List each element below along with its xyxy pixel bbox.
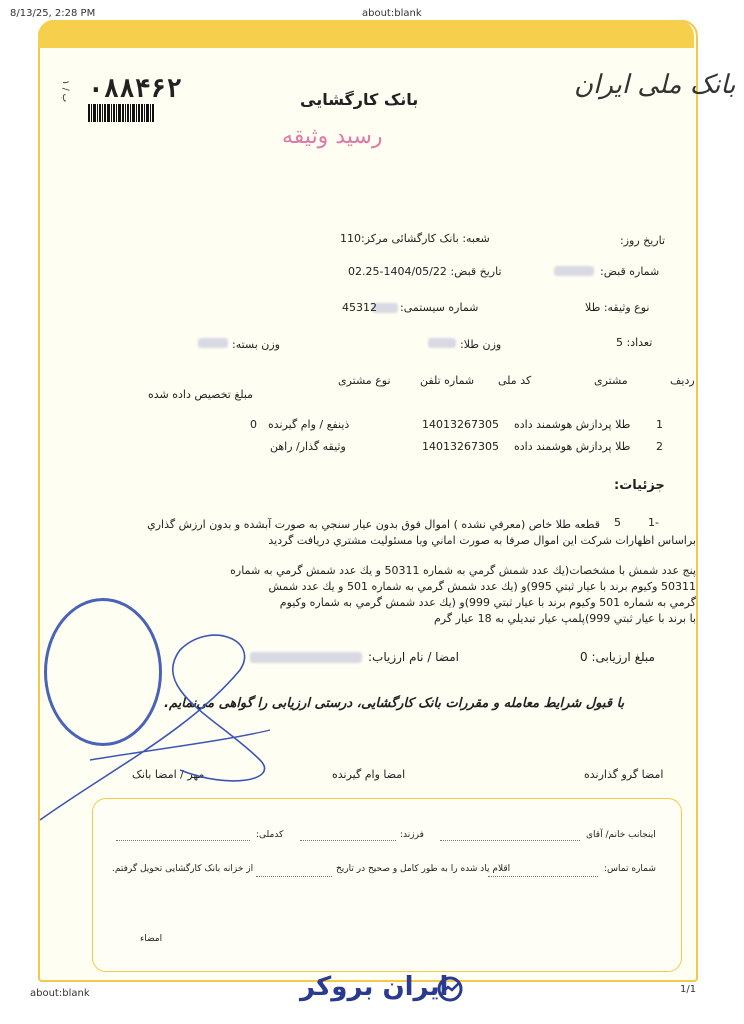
print-datetime: 8/13/25, 2:28 PM — [10, 8, 96, 19]
detail-item-line-1: قطعه طلا خاص (معرفي نشده ) اموال فوق بدون عيار سنجي به صورت آبشده و بدون ارزش گذاري — [147, 518, 600, 531]
bank-name: بانک کارگشایی — [300, 90, 419, 109]
print-url-bottom: about:blank — [30, 988, 90, 999]
serial-series: ب / ۱ — [60, 80, 70, 103]
gold-weight-label: وزن طلا: — [460, 338, 502, 351]
receipt-date: تاریخ قبض: 1404/05/22-02.25 — [348, 265, 502, 278]
row-amount: 0 — [250, 418, 257, 431]
package-weight-label: وزن بسته: — [232, 338, 280, 351]
row-customer: طلا پردازش هوشمند داده — [514, 440, 631, 453]
appraisal-amount: مبلغ ارزیابی: 0 — [580, 650, 655, 664]
phone-label: شماره تماس: — [604, 864, 656, 874]
collateral-type: نوع وثیقه: طلا — [585, 301, 650, 314]
recipient-name-label: اینجانب خانم/ آقای — [586, 830, 656, 840]
recipient-name-line — [440, 830, 580, 841]
row-index: 1 — [656, 418, 663, 431]
system-number-label: شماره سیستمی: — [400, 301, 479, 314]
detail-desc-line-3: گرمي به شماره 501 وكيوم برند با عيار ثبتي 999)و (يك عدد شمش گرمي به شماره وكيوم — [279, 596, 696, 609]
row-national-id: 14013267305 — [422, 440, 499, 453]
recipient-signature-label: امضاء — [140, 934, 163, 944]
print-page-count: 1/1 — [680, 984, 697, 995]
national-id-label: کدملی: — [256, 830, 284, 840]
barcode — [88, 104, 172, 122]
branch-field: شعبه: بانک کارگشائی مرکز:110 — [340, 232, 490, 245]
system-number-prefix: 45312 — [342, 301, 377, 314]
row-customer-type: وثیقه گذار/ راهن — [270, 440, 346, 453]
signature-scribble-icon — [30, 590, 290, 830]
detail-item-line-2: براساس اظهارات شرکت اين اموال صرفا به صورت اماني وبا مسئوليت مشتري دريافت گرديد — [268, 534, 696, 547]
receipt-number-label: شماره قبض: — [600, 265, 660, 278]
borrower-signature-label: امضا وام گیرنده — [332, 768, 406, 781]
row-customer: طلا پردازش هوشمند داده — [514, 418, 631, 431]
bank-melli-logo: بانک ملی ایران — [574, 70, 736, 100]
detail-item-index: 1- — [648, 516, 659, 529]
national-id-line — [116, 830, 250, 841]
col-customer-type: نوع مشتری — [338, 374, 391, 387]
serial-number: ۰۸۸۴۶۲ — [88, 74, 182, 104]
detail-desc-line-2: 50311 وكيوم برند با عيار ثبتي 995)و (يك عدد شمش گرمي به شماره 501 و يك عدد شمش — [268, 580, 696, 593]
col-national-id: کد ملی — [498, 374, 532, 387]
date-label: تاریخ روز: — [620, 234, 666, 247]
count-field: تعداد: 5 — [616, 336, 653, 349]
detail-desc-line-1: پنج عدد شمش با مشخصات(يك عدد شمش گرمي به شماره 50311 و يك عدد شمش گرمي به شماره — [230, 564, 696, 577]
document-title: رسید وثیقه — [282, 124, 383, 149]
appraisal-statement: با قبول شرایط معامله و مقررات بانک کارگشایی، درستی ارزیابی را گواهی می‌نمایم. — [164, 696, 625, 711]
table-row — [250, 418, 670, 434]
redacted-package-weight — [198, 338, 228, 348]
father-name-line — [300, 830, 396, 841]
row-index: 2 — [656, 440, 663, 453]
bank-seal-label: مهر / امضا بانک — [132, 768, 205, 781]
father-name-label: فرزند: — [400, 830, 424, 840]
receipt-statement: اقلام یاد شده را به طور کامل و صحیح در تاریخ — [336, 864, 511, 874]
detail-item-count: 5 — [614, 516, 621, 529]
iranbroker-logo: ایران بروکر — [300, 972, 449, 1002]
row-customer-type: ذینفع / وام گیرنده — [268, 418, 350, 431]
detail-desc-line-4: با برند با عيار ثبتي 999)پلمپ عيار تبديلي به 18 عيار گرم — [433, 612, 696, 625]
col-customer: مشتری — [594, 374, 628, 387]
table-header — [148, 374, 698, 401]
table-row — [250, 440, 670, 456]
delivery-receipt-box — [92, 798, 682, 972]
receipt-date-line — [256, 866, 332, 877]
details-title: جزئیات: — [614, 478, 665, 493]
col-allocated-amount: مبلغ تخصیص داده شده — [148, 388, 254, 401]
redacted-receipt-number — [554, 266, 594, 276]
print-url-top: about:blank — [362, 8, 422, 19]
receipt-statement-end: از خزانه بانک کارگشایی تحویل گرفتم. — [112, 864, 254, 874]
appraiser-label: امضا / نام ارزیاب: — [368, 650, 459, 664]
col-phone: شماره تلفن — [420, 374, 475, 387]
col-row: ردیف — [670, 374, 695, 387]
document-top-band — [38, 20, 694, 48]
pledger-signature-label: امضا گرو گذارنده — [584, 768, 664, 781]
redacted-gold-weight — [428, 338, 456, 348]
row-national-id: 14013267305 — [422, 418, 499, 431]
trend-arrow-icon — [436, 975, 464, 1003]
